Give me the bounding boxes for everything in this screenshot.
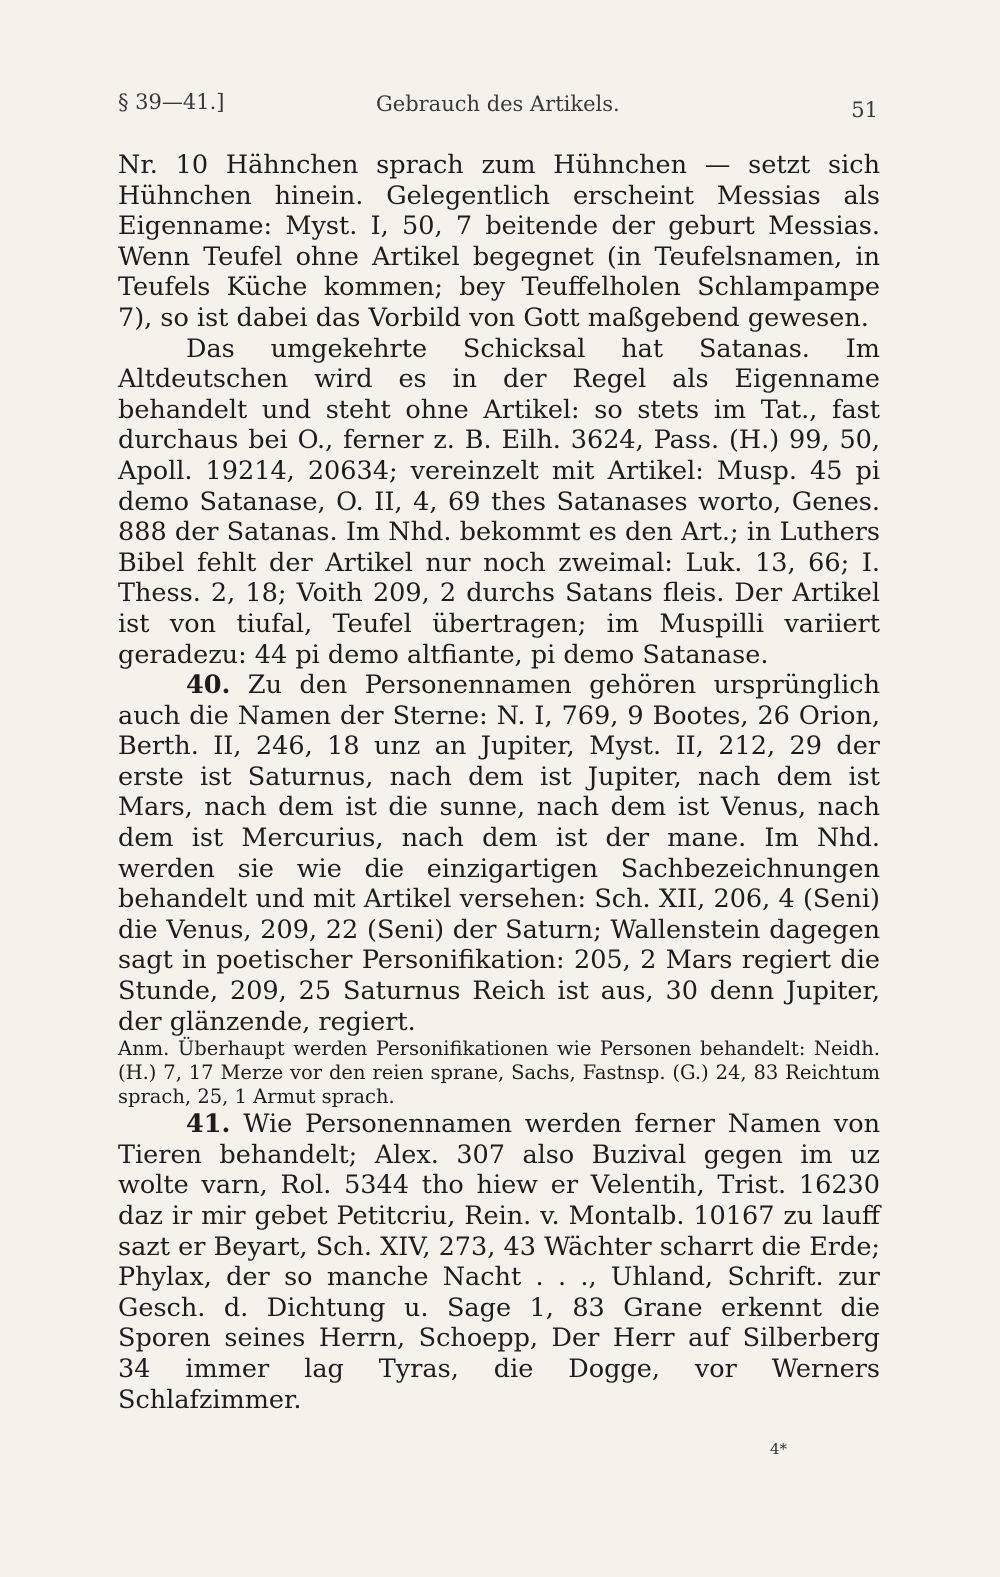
section-number-40: 40.: [186, 670, 231, 701]
annotation-text: Überhaupt werden Personifikationen wie Personen behandelt: Neidh. (H.) 7, 17 Merze vor den reien sprane, Sachs, Fastnsp. (G.) 24, 83 Reichtum sprach, 25, 1 Armut sprach.: [118, 1037, 880, 1109]
page-number: 51: [851, 98, 878, 122]
paragraph-40: [118, 670, 880, 1037]
running-title: Gebrauch des Artikels.: [376, 92, 620, 116]
paragraph-40-text: Zu den Personennamen gehören ursprünglich auch die Namen der Sterne: N. I, 769, 9 Bootes, 26 Orion, Berth. II, 246, 18 unz an Jupiter, Myst. II, 212, 29 der erste ist Saturnus, nach dem ist Jupiter, nach dem ist Mars, nach dem ist die sunne, nach dem ist Venus, nach dem ist Mercurius, nach dem ist der mane. Im Nhd. werden sie wie die einzigartigen Sachbezeichnungen behandelt und mit Artikel versehen: Sch. XII, 206, 4 (Seni) die Venus, 209, 22 (Seni) der Saturn; Wallenstein dagegen sagt in poetischer Personifikation: 205, 2 Mars regiert die Stunde, 209, 25 Saturnus Reich ist aus, 30 denn Jupiter, der glänzende, regiert.: [118, 670, 881, 1037]
paragraph-41: [118, 1109, 880, 1415]
section-number-41: 41.: [186, 1109, 231, 1140]
paragraph-satanas: Das umgekehrte Schicksal hat Satanas. Im Altdeutschen wird es in der Regel als Eigenname behandelt und steht ohne Artikel: so stets im Tat., fast durchaus bei O., ferner z. B. Eilh. 3624, Pass. (H.) 99, 50, Apoll. 19214, 20634; vereinzelt mit Artikel: Musp. 45 pi demo Satanase, O. II, 4, 69 thes Satanases worto, Genes. 888 der Satanas. Im Nhd. bekommt es den Art.; in Luthers Bibel fehlt der Artikel nur noch zweimal: Luk. 13, 66; I. Thess. 2, 18; Voith 209, 2 durchs Satans fleis. Der Artikel ist von tiufal, Teufel übertragen; im Muspilli variiert geradezu: 44 pi demo altfiante, pi demo Satanase.: [118, 333, 880, 670]
paragraph-41-text: Wie Personennamen werden ferner Namen von Tieren behandelt; Alex. 307 also Buzival gegen im uz wolte varn, Rol. 5344 tho hiew er Velentih, Trist. 16230 daz ir mir gebet Petitcriu, Rein. v. Montalb. 10167 zu lauff sazt er Beyart, Sch. XIV, 273, 43 Wächter scharrt die Erde; Phylax, der so manche Nacht . . ., Uhland, Schrift. zur Gesch. d. Dichtung u. Sage 1, 83 Grane erkennt die Sporen seines Herrn, Schoepp, Der Herr auf Silberberg 34 immer lag Tyras, die Dogge, vor Werners Schlafzimmer.: [118, 1109, 880, 1415]
annotation-label: Anm.: [118, 1037, 170, 1061]
annotation: [118, 1037, 880, 1109]
page-body: [118, 150, 880, 1415]
paragraph-39-continued: Nr. 10 Hähnchen sprach zum Hühnchen — setzt sich Hühnchen hinein. Gelegentlich erscheint Messias als Eigenname: Myst. I, 50, 7 beitende der geburt Messias. Wenn Teufel ohne Artikel begegnet (in Teufelsnamen, in Teufels Küche kommen; bey Teuffelholen Schlampampe 7), so ist dabei das Vorbild von Gott maßgebend gewesen.: [118, 150, 880, 333]
section-range: § 39—41.]: [118, 90, 225, 114]
running-header: [118, 86, 880, 122]
signature-mark: 4*: [770, 1440, 788, 1458]
